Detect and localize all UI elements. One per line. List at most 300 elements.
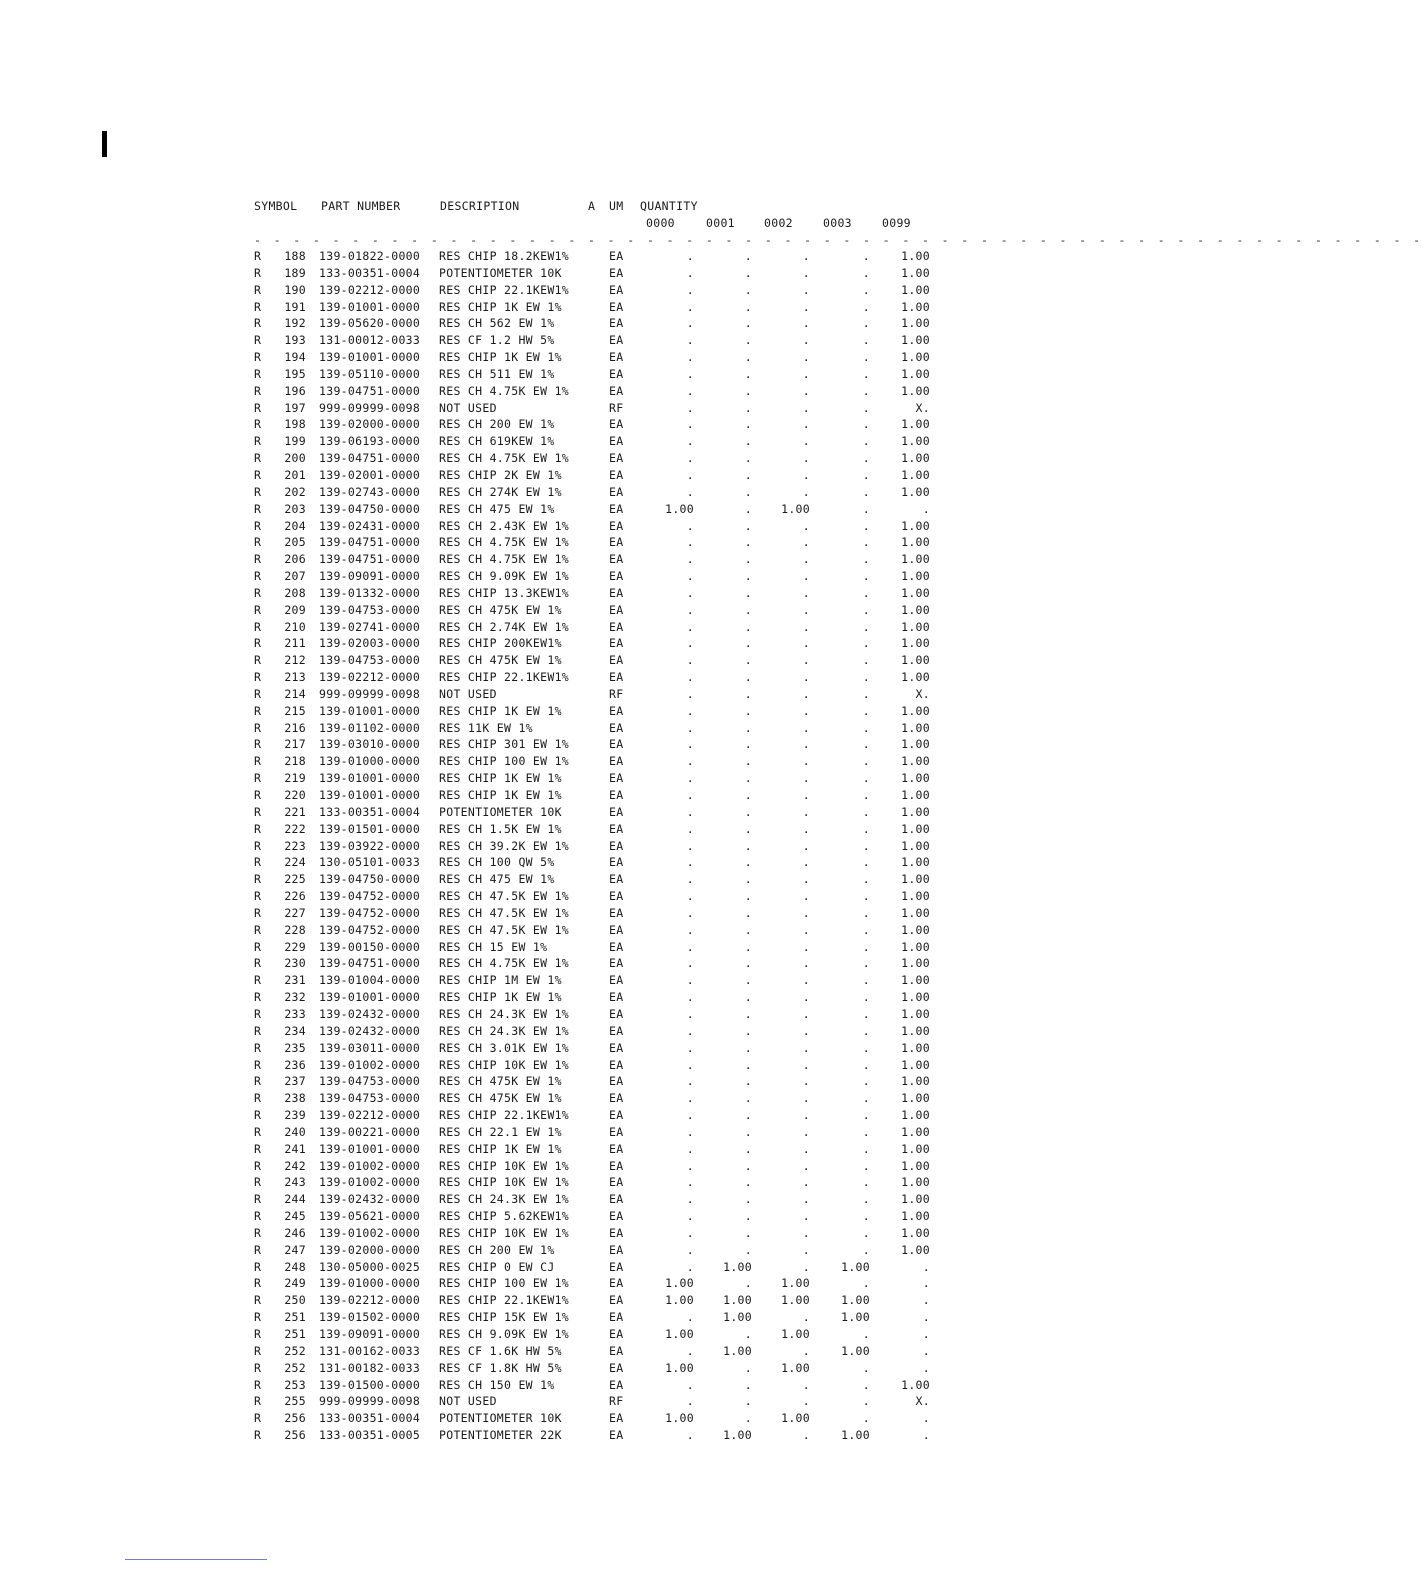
description-cell: RES CF 1.6K HW 5% [439,1343,562,1358]
qty-0002-cell: . [802,788,810,802]
qty-0003-cell: . [862,653,870,668]
qty-0001-cell: . [744,1124,752,1139]
table-row [254,972,974,989]
qty-0003-cell: . [862,434,870,449]
table-row [254,1057,974,1074]
unit-cell: EA [609,316,624,331]
description-cell: RES CH 150 EW 1% [439,1377,555,1392]
part-number-cell: 139-02431-0000 [319,518,421,533]
qty-0002-cell: . [802,1192,810,1207]
qty-0099-cell: 1.00 [901,1074,930,1089]
description-cell: RES CHIP 1K EW 1% [439,771,562,786]
part-number-cell: 139-04753-0000 [319,653,421,668]
qty-0000-cell: . [686,552,694,567]
item-number-cell: 232 [284,990,306,1005]
qty-0099-cell: 1.00 [901,249,930,263]
table-row [254,1259,974,1276]
table-row [254,989,974,1006]
parts-rows [254,248,974,1444]
table-row [254,669,974,686]
qty-0002-cell: . [802,417,810,432]
symbol-cell: R [254,990,262,1005]
qty-0001-cell: 1.00 [723,1310,752,1325]
qty-0003-cell: . [862,1091,870,1106]
symbol-cell: R [254,771,262,786]
qty-0003-cell: . [862,1394,870,1409]
qty-0000-cell: . [686,737,694,752]
qty-0003-cell: . [862,973,870,988]
item-number-cell: 194 [284,350,306,365]
part-number-cell: 131-00162-0033 [319,1343,421,1358]
symbol-cell: R [254,366,262,381]
qty-0002-cell: . [802,602,810,617]
symbol-cell: R [254,1394,262,1409]
symbol-cell: R [254,1327,262,1341]
qty-0099-cell: . [922,1428,930,1443]
table-row [254,265,974,282]
qty-0003-cell: . [862,670,870,685]
part-number-cell: 139-02003-0000 [319,636,421,651]
unit-cell: EA [609,754,624,769]
item-number-cell: 193 [284,333,306,348]
qty-0003-cell: 1.00 [841,1310,870,1325]
item-number-cell: 240 [284,1124,306,1139]
description-cell: RES CHIP 22.1KEW1% [439,282,570,297]
description-cell: RES CF 1.8K HW 5% [439,1360,562,1375]
qty-0002-cell: . [802,434,810,449]
item-number-cell: 238 [284,1091,306,1106]
part-number-cell: 139-01001-0000 [319,299,421,314]
symbol-cell: R [254,754,262,769]
symbol-cell: R [254,501,262,516]
item-number-cell: 246 [284,1225,306,1240]
table-row [254,1191,974,1208]
part-number-cell: 139-01001-0000 [319,788,421,802]
description-cell: POTENTIOMETER 10K [439,804,562,819]
qty-0003-cell: . [862,1377,870,1392]
table-row [254,753,974,770]
qty-0002-cell: . [802,585,810,600]
qty-0000-cell: 1.00 [665,1411,694,1426]
unit-cell: EA [609,1343,624,1358]
unit-cell: EA [609,1428,624,1443]
table-row [254,838,974,855]
description-cell: NOT USED [439,686,497,701]
qty-0002-cell: . [802,1023,810,1038]
table-row [254,652,974,669]
qty-0000-cell: . [686,265,694,280]
unit-cell: EA [609,1006,624,1021]
symbol-cell: R [254,1040,262,1055]
qty-0003-cell: . [862,872,870,887]
qty-0003-cell: . [862,788,870,802]
qty-0003-cell: 1.00 [841,1293,870,1308]
unit-cell: EA [609,990,624,1005]
symbol-cell: R [254,889,262,904]
item-number-cell: 252 [284,1343,306,1358]
description-cell: RES CH 3.01K EW 1% [439,1040,570,1055]
table-row [254,804,974,821]
description-cell: RES CH 24.3K EW 1% [439,1192,570,1207]
item-number-cell: 227 [284,905,306,920]
item-number-cell: 199 [284,434,306,449]
description-cell: RES CHIP 10K EW 1% [439,1057,570,1072]
unit-cell: EA [609,973,624,988]
description-cell: RES CHIP 301 EW 1% [439,737,570,752]
qty-0002-cell: . [802,771,810,786]
part-number-cell: 139-01822-0000 [319,249,421,263]
description-cell: RES CH 9.09K EW 1% [439,1327,570,1341]
unit-cell: RF [609,686,624,701]
qty-0000-cell: 1.00 [665,1276,694,1291]
qty-0002-cell: . [802,1394,810,1409]
table-row [254,400,974,417]
qty-0002-cell: . [802,316,810,331]
unit-cell: RF [609,1394,624,1409]
qty-0099-cell: 1.00 [901,299,930,314]
symbol-cell: R [254,956,262,971]
qty-0003-cell: . [862,1158,870,1173]
qty-0099-cell: . [922,501,930,516]
part-number-cell: 139-01332-0000 [319,585,421,600]
header-q-0002: 0002 [764,216,793,230]
qty-0099-cell: 1.00 [901,653,930,668]
qty-0000-cell: . [686,434,694,449]
description-cell: RES CH 475 EW 1% [439,872,555,887]
unit-cell: EA [609,804,624,819]
qty-0002-cell: . [802,569,810,584]
qty-0002-cell: . [802,838,810,853]
symbol-cell: R [254,249,262,263]
symbol-cell: R [254,585,262,600]
qty-0002-cell: . [802,366,810,381]
symbol-cell: R [254,383,262,398]
qty-0002-cell: . [802,552,810,567]
qty-0099-cell: . [922,1327,930,1341]
unit-cell: EA [609,788,624,802]
description-cell: RES CH 22.1 EW 1% [439,1124,562,1139]
unit-cell: EA [609,1023,624,1038]
table-row [254,248,974,265]
qty-0099-cell: 1.00 [901,434,930,449]
unit-cell: EA [609,467,624,482]
symbol-cell: R [254,973,262,988]
qty-0001-cell: . [744,333,752,348]
unit-cell: EA [609,366,624,381]
description-cell: RES CHIP 1K EW 1% [439,990,562,1005]
qty-0003-cell: . [862,905,870,920]
qty-0002-cell: . [802,872,810,887]
symbol-cell: R [254,484,262,499]
qty-0002-cell: . [802,518,810,533]
qty-0002-cell: . [802,619,810,634]
unit-cell: EA [609,501,624,516]
part-number-cell: 999-09999-0098 [319,1394,421,1409]
unit-cell: EA [609,1411,624,1426]
description-cell: RES CHIP 10K EW 1% [439,1158,570,1173]
qty-0002-cell: . [802,1242,810,1257]
qty-0002-cell: . [802,383,810,398]
qty-0001-cell: . [744,299,752,314]
qty-0000-cell: . [686,973,694,988]
item-number-cell: 220 [284,788,306,802]
item-number-cell: 195 [284,366,306,381]
qty-0001-cell: . [744,552,752,567]
qty-0003-cell: . [862,922,870,937]
qty-0099-cell: 1.00 [901,956,930,971]
qty-0003-cell: . [862,569,870,584]
qty-0000-cell: . [686,333,694,348]
qty-0003-cell: . [862,1411,870,1426]
table-row [254,1006,974,1023]
qty-0000-cell: . [686,383,694,398]
item-number-cell: 241 [284,1141,306,1156]
qty-0099-cell: 1.00 [901,889,930,904]
qty-0099-cell: 1.00 [901,552,930,567]
description-cell: RES CHIP 100 EW 1% [439,1276,570,1291]
qty-0003-cell: . [862,484,870,499]
qty-0099-cell: 1.00 [901,569,930,584]
symbol-cell: R [254,552,262,567]
description-cell: RES CHIP 1K EW 1% [439,299,562,314]
symbol-cell: R [254,872,262,887]
qty-0003-cell: . [862,249,870,263]
header-um: UM [609,199,624,213]
qty-0000-cell: . [686,1209,694,1224]
qty-0003-cell: . [862,467,870,482]
item-number-cell: 256 [284,1411,306,1426]
description-cell: RES CH 47.5K EW 1% [439,889,570,904]
qty-0001-cell: . [744,821,752,836]
table-row [254,1225,974,1242]
description-cell: RES CHIP 5.62KEW1% [439,1209,570,1224]
qty-0003-cell: . [862,737,870,752]
part-number-cell: 139-04751-0000 [319,552,421,567]
qty-0001-cell: 1.00 [723,1293,752,1308]
qty-0099-cell: 1.00 [901,1006,930,1021]
item-number-cell: 206 [284,552,306,567]
qty-0001-cell: . [744,383,752,398]
qty-0003-cell: . [862,1209,870,1224]
symbol-cell: R [254,1023,262,1038]
footer-rule [125,1559,267,1560]
header-q-0001: 0001 [706,216,735,230]
symbol-cell: R [254,569,262,584]
table-row [254,1242,974,1259]
table-row [254,282,974,299]
qty-0000-cell: . [686,1091,694,1106]
qty-0000-cell: . [686,703,694,718]
qty-0002-cell: . [802,1057,810,1072]
qty-0003-cell: . [862,451,870,466]
qty-0000-cell: 1.00 [665,1293,694,1308]
qty-0000-cell: . [686,838,694,853]
qty-0099-cell: . [922,1411,930,1426]
header-symbol: SYMBOL [254,199,298,213]
qty-0001-cell: . [744,1108,752,1123]
item-number-cell: 200 [284,451,306,466]
qty-0001-cell: . [744,602,752,617]
qty-0000-cell: . [686,1023,694,1038]
description-cell: RES CH 1.5K EW 1% [439,821,562,836]
qty-0002-cell: . [802,653,810,668]
item-number-cell: 230 [284,956,306,971]
table-row [254,534,974,551]
description-cell: RES CH 4.75K EW 1% [439,552,570,567]
table-row [254,703,974,720]
part-number-cell: 139-01000-0000 [319,1276,421,1291]
symbol-cell: R [254,922,262,937]
qty-0000-cell: . [686,1242,694,1257]
table-row [254,1023,974,1040]
qty-0000-cell: . [686,1175,694,1190]
description-cell: RES CH 47.5K EW 1% [439,905,570,920]
qty-0001-cell: . [744,1411,752,1426]
symbol-cell: R [254,316,262,331]
qty-0000-cell: . [686,1428,694,1443]
qty-0000-cell: . [686,1006,694,1021]
qty-0003-cell: . [862,1141,870,1156]
symbol-cell: R [254,518,262,533]
symbol-cell: R [254,333,262,348]
table-row [254,551,974,568]
part-number-cell: 139-02741-0000 [319,619,421,634]
qty-0003-cell: . [862,990,870,1005]
description-cell: POTENTIOMETER 10K [439,265,562,280]
symbol-cell: R [254,1293,262,1308]
qty-0001-cell: . [744,467,752,482]
header-q-0000: 0000 [646,216,675,230]
qty-0001-cell: . [744,956,752,971]
unit-cell: EA [609,1360,624,1375]
part-number-cell: 139-01001-0000 [319,990,421,1005]
item-number-cell: 247 [284,1242,306,1257]
symbol-cell: R [254,1175,262,1190]
item-number-cell: 243 [284,1175,306,1190]
description-cell: NOT USED [439,400,497,415]
qty-0001-cell: . [744,518,752,533]
qty-0002-cell: . [802,1040,810,1055]
part-number-cell: 133-00351-0004 [319,265,421,280]
table-row [254,905,974,922]
qty-0000-cell: . [686,417,694,432]
symbol-cell: R [254,788,262,802]
part-number-cell: 139-02212-0000 [319,1293,421,1308]
qty-0001-cell: 1.00 [723,1259,752,1274]
qty-0000-cell: . [686,1394,694,1409]
qty-0003-cell: . [862,1360,870,1375]
table-row [254,602,974,619]
qty-0000-cell: . [686,855,694,870]
qty-0003-cell: 1.00 [841,1343,870,1358]
symbol-cell: R [254,1428,262,1443]
qty-0099-cell: 1.00 [901,1209,930,1224]
qty-0003-cell: . [862,838,870,853]
symbol-cell: R [254,1360,262,1375]
unit-cell: EA [609,350,624,365]
qty-0001-cell: . [744,838,752,853]
qty-0000-cell: . [686,282,694,297]
part-number-cell: 139-02432-0000 [319,1023,421,1038]
symbol-cell: R [254,299,262,314]
qty-0002-cell: 1.00 [781,1411,810,1426]
unit-cell: EA [609,771,624,786]
qty-0001-cell: . [744,990,752,1005]
qty-0001-cell: . [744,973,752,988]
unit-cell: EA [609,619,624,634]
item-number-cell: 229 [284,939,306,954]
qty-0001-cell: . [744,905,752,920]
qty-0000-cell: . [686,1057,694,1072]
table-row [254,1427,974,1444]
qty-0000-cell: . [686,636,694,651]
symbol-cell: R [254,1141,262,1156]
item-number-cell: 198 [284,417,306,432]
unit-cell: EA [609,1259,624,1274]
unit-cell: EA [609,956,624,971]
description-cell: RES CHIP 1K EW 1% [439,703,562,718]
part-number-cell: 139-04752-0000 [319,905,421,920]
item-number-cell: 207 [284,569,306,584]
quantity-header-row [254,215,974,232]
qty-0099-cell: 1.00 [901,1158,930,1173]
symbol-cell: R [254,535,262,550]
qty-0001-cell: . [744,788,752,802]
qty-0002-cell: . [802,973,810,988]
table-row [254,315,974,332]
unit-cell: EA [609,1057,624,1072]
description-cell: RES CHIP 1M EW 1% [439,973,562,988]
table-row [254,922,974,939]
qty-0099-cell: 1.00 [901,1091,930,1106]
item-number-cell: 208 [284,585,306,600]
qty-0001-cell: . [744,1091,752,1106]
description-cell: RES CH 475K EW 1% [439,602,562,617]
qty-0099-cell: 1.00 [901,1040,930,1055]
description-cell: RES CHIP 15K EW 1% [439,1310,570,1325]
item-number-cell: 219 [284,771,306,786]
qty-0002-cell: . [802,484,810,499]
description-cell: RES CHIP 2K EW 1% [439,467,562,482]
qty-0099-cell: 1.00 [901,804,930,819]
qty-0099-cell: 1.00 [901,1192,930,1207]
unit-cell: EA [609,939,624,954]
qty-0002-cell: . [802,1108,810,1123]
part-number-cell: 139-01001-0000 [319,703,421,718]
table-row [254,585,974,602]
qty-0002-cell: 1.00 [781,1360,810,1375]
qty-0000-cell: . [686,1259,694,1274]
qty-0000-cell: . [686,1124,694,1139]
unit-cell: EA [609,1327,624,1341]
symbol-cell: R [254,1158,262,1173]
item-number-cell: 211 [284,636,306,651]
qty-0002-cell: . [802,467,810,482]
qty-0001-cell: . [744,619,752,634]
symbol-cell: R [254,467,262,482]
table-row [254,1141,974,1158]
description-cell: RES CH 2.74K EW 1% [439,619,570,634]
unit-cell: EA [609,905,624,920]
table-row [254,955,974,972]
table-row [254,1107,974,1124]
qty-0099-cell: 1.00 [901,939,930,954]
qty-0099-cell: 1.00 [901,1242,930,1257]
qty-0001-cell: . [744,1209,752,1224]
qty-0099-cell: 1.00 [901,366,930,381]
description-cell: POTENTIOMETER 22K [439,1428,562,1443]
unit-cell: EA [609,484,624,499]
